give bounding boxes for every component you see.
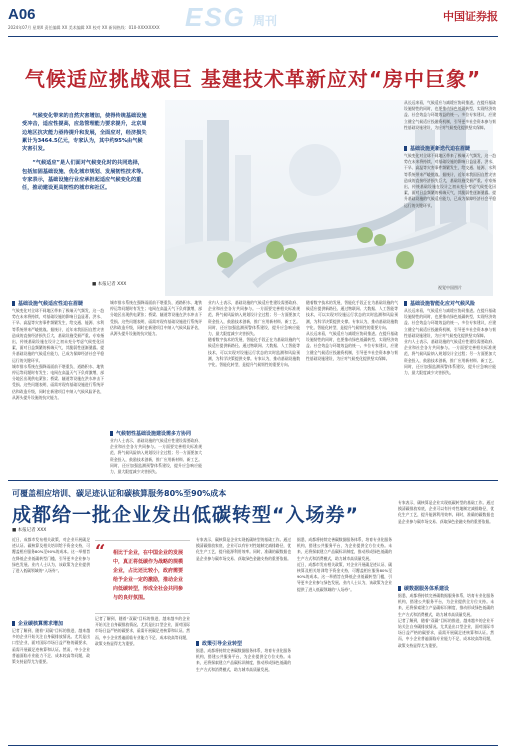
body-text: 气候变化对全球不同地区带来了极端天气频发，这一趋势在未来将持续，对基础设施的影响日益显著。洪水、干旱、高温等灾害事件频繁发生，给交通、能源、水利等系统带来严峻挑战。据统计，近年来我国因自然灾害造成的直接经济损失巨大，基础设施受损严重。专家指出，传统基础设施在设计之初未充分考虑气候变化因素，面对日益频繁的极端天气，其脆弱性逐渐暴露。提升基础设施的气候适应能力，已成为保障经济社会平稳运行的关键环节。 — [404, 153, 496, 208]
story2-column-1b — [12, 628, 90, 742]
section-subtitle: 周刊 — [253, 14, 278, 28]
story2-headline: 成都给一批企业发出低碳转型“入场券” — [12, 504, 359, 526]
body-text: 从长远来看，气候适应与减缓应协同推进。在提升基础设施韧性的同时，也要推动绿色低碳转型，实现经济效益、社会效益与环境效益的统一。多位专家建议，应建立健全气候适应投融资机制，引导更多社会资本参与韧性基础设施建设，为应对气候变化提供坚实保障。 — [306, 331, 398, 361]
story2-subhead-1: 企业碳核算需求增加 — [12, 620, 63, 627]
section-divider — [8, 480, 498, 481]
body-text: 城市排水系统在强降雨面前不堪重负，道路积水、地铁停运等问题时有发生；电网在高温天气下负荷激增，部分地区出现供电紧张；桥梁、隧道等设施在洪水冲击下受损。这些问题表明，亟需对现有基础设施进行系统评估和改造升级，同时在新建项目中纳入气候风险评估，从源头提升设施的抗灾能力。 — [110, 300, 202, 337]
story1-subhead-1: 基础设施气候适应性迫在眉睫 — [12, 300, 83, 307]
story1-column-5-top — [404, 100, 496, 140]
pull-quote-text: 相比于企业，在中国企业的发展中，真正将低碳作为战略的规模企业，占比还比较小，政府需要给予企业一定的激励，推动企业向低碳转型，形成全社会共同参与的良好氛围。 — [113, 550, 184, 601]
body-text: 业内人士表示，基础设施的气候适应性建设需要政府、企业和社会各方共同参与。一方面要完善相关标准规范，将气候风险纳入规划设计全过程；另一方面要加大资金投入，鼓励技术创新，推广应用新材料、新工艺。同时，还应加强监测预警体系建设，提升应急响应能力，最大限度减少灾害损失。 — [110, 438, 202, 475]
pull-quote — [95, 540, 190, 614]
body-text: 记者了解到，随着“双碳”目标的推进，越来越多的企业开始关注自身碳排放情况。尤其是出口型企业，面对国际市场日益严格的碳要求，亟需开展碳足迹核算和认证。然而，中小企业普遍面临专业能力不足、成本较高等问题，政策支持显得尤为重要。 — [95, 616, 190, 646]
body-text: 气候变化对全球不同地区带来了极端天气频发，这一趋势在未来将持续，对基础设施的影响日益显著。洪水、干旱、高温等灾害事件频繁发生，给交通、能源、水利等系统带来严峻挑战。据统计，近年来我国因自然灾害造成的直接经济损失巨大，基础设施受损严重。专家指出，传统基础设施在设计之初未充分考虑气候变化因素，面对日益频繁的极端天气，其脆弱性逐渐暴露。提升基础设施的气候适应能力，已成为保障经济社会平稳运行的关键环节。 — [12, 308, 104, 363]
story2-column-2 — [95, 616, 190, 742]
story1-subhead-4: 基础设施智能化应对气候风险 — [404, 300, 475, 307]
story1-subhead-3: 气候韧性基础设施建设需多方协同 — [110, 430, 191, 437]
body-text: 记者了解到，随着“双碳”目标的推进，越来越多的企业开始关注自身碳排放情况。尤其是出口型企业，面对国际市场日益严格的碳要求，亟需开展碳足迹核算和认证。然而，中小企业普遍面临专业能力不足、成本较高等问题，政策支持显得尤为重要。 — [398, 617, 494, 648]
story1-headline: 气候适应挑战艰巨 基建技术革新应对“房中巨象” — [24, 67, 482, 91]
body-text: 专家表示，碳核算是企业实现低碳转型的基础工作。通过摸清碳排放家底，企业可以有针对性地制定减排路径，优化生产工艺，提升能源利用效率。同时，准确的碳数据也是企业参与碳市场交易、获取绿色金融支持的重要依据。 — [398, 500, 494, 524]
body-text: 据悉，成都将持续完善碳数据服务体系，培育专业化服务机构，搭建公共服务平台，为企业提供全方位支持。未来，还将探索建立产品碳标识制度，推动形成绿色低碳的生产方式和消费模式，助力城市高质量发展。 — [398, 593, 494, 617]
story2-subhead-3: 碳数据服务体系建设 — [398, 585, 449, 592]
body-text: 据悉，成都将持续完善碳数据服务体系，培育专业化服务机构，搭建公共服务平台，为企业提供全方位支持。未来，还将探索建立产品碳标识制度，推动形成绿色低碳的生产方式和消费模式，助力城市高质量发展。 — [196, 648, 291, 672]
story2-column-5 — [398, 500, 494, 580]
body-text: 从长远来看，气候适应与减缓应协同推进。在提升基础设施韧性的同时，也要推动绿色低碳转型，实现经济效益、社会效益与环境效益的统一。多位专家建议，应建立健全气候适应投融资机制，引导更多社会资本参与韧性基础设施建设，为应对气候变化提供坚实保障。 — [404, 100, 496, 130]
body-text: 据悉，成都将持续完善碳数据服务体系，培育专业化服务机构，搭建公共服务平台，为企业提供全方位支持。未来，还将探索建立产品碳标识制度，推动形成绿色低碳的生产方式和消费模式，助力城市高质量发展。 — [297, 537, 392, 561]
story1-column-5 — [404, 153, 496, 273]
story1-byline: ■ 本报记者 XXX — [92, 282, 127, 287]
story1-lead — [22, 112, 147, 199]
story2-deck: 可覆盖相应培训、碳足迹认证和碳核算服务80%至90%成本 — [12, 489, 227, 498]
page-number: A06 — [8, 6, 36, 23]
story1-column-1 — [12, 308, 104, 478]
lead-paragraph: “气候适应”是人们面对气候变化时的共同选择，包括加固基础设施、优化城市规划、发展韧性技术等。专家表示，基础设施行业应承担起适应气候变化的重任，推动建设更具韧性的城市和社区。 — [22, 160, 147, 192]
body-text: 近日，成都市发布相关政策，对企业开展碳足迹认证、碳核算及相关培训给予资金支持，可覆盖相应服务80%至90%的成本。这一举措旨在降低企业低碳转型门槛，引导更多企业参与绿色发展。业内人士认为，该政策为企业提供了进入低碳领域的“入场券”。 — [12, 537, 90, 574]
newspaper-logo: 中国证券报 — [443, 10, 498, 23]
story1-subhead-2: 基础设施更新迭代迫在眉睫 — [404, 145, 470, 152]
body-text: 从长远来看，气候适应与减缓应协同推进。在提升基础设施韧性的同时，也要推动绿色低碳转型，实现经济效益、社会效益与环境效益的统一。多位专家建议，应建立健全气候适应投融资机制，引导更多社会资本参与韧性基础设施建设，为应对气候变化提供坚实保障。 — [404, 308, 496, 338]
header-rule — [8, 36, 498, 37]
page-header — [0, 0, 506, 36]
story1-column-2b — [110, 438, 202, 478]
story1-column-3 — [208, 300, 300, 478]
story2-byline: ■ 本报记者 XXX — [12, 528, 47, 533]
body-text: 业内人士表示，基础设施的气候适应性建设需要政府、企业和社会各方共同参与。一方面要完善相关标准规范，将气候风险纳入规划设计全过程；另一方面要加大资金投入，鼓励技术创新，推广应用新材料、新工艺。同时，还应加强监测预警体系建设，提升应急响应能力，最大限度减少灾害损失。 — [208, 300, 300, 337]
story2-column-5b — [398, 593, 494, 742]
story1-column-2 — [110, 300, 202, 425]
story1-column-4 — [306, 300, 398, 478]
story1-column-6 — [404, 308, 496, 478]
story2-column-3b — [196, 648, 291, 742]
lead-paragraph: 气候变化带来的自然灾害增加，使得传统基础设施受冲击，适应性提高，应急管理能力要求提升，北京周边地区抗灾能力亟待提升和发展，全面应对，经济损失累计为3464.5亿元，专家认为，其中约95%由气候灾害引发。 — [22, 113, 147, 153]
body-text: 城市排水系统在强降雨面前不堪重负，道路积水、地铁停运等问题时有发生；电网在高温天气下负荷激增，部分地区出现供电紧张；桥梁、隧道等设施在洪水冲击下受损。这些问题表明，亟需对现有基础设施进行系统评估和改造升级，同时在新建项目中纳入气候风险评估，从源头提升设施的抗灾能力。 — [12, 363, 104, 400]
body-text: 专家表示，碳核算是企业实现低碳转型的基础工作。通过摸清碳排放家底，企业可以有针对性地制定减排路径，优化生产工艺，提升能源利用效率。同时，准确的碳数据也是企业参与碳市场交易、获取绿色金融支持的重要依据。 — [196, 537, 291, 561]
body-text: 随着数字技术的发展，智能化手段正在为基础设施的气候适应提供新路径。通过物联网、大数据、人工智能等技术，可以实现对设施运行状态的实时监测和风险预测，为科学决策提供支撑。专家认为，推动基础设施数字化、智能化转型，是提升气候韧性的重要方向。 — [306, 300, 398, 330]
body-text: 业内人士表示，基础设施的气候适应性建设需要政府、企业和社会各方共同参与。一方面要完善相关标准规范，将气候风险纳入规划设计全过程；另一方面要加大资金投入，鼓励技术创新，推广应用新材料、新工艺。同时，还应加强监测预警体系建设，提升应急响应能力，最大限度减少灾害损失。 — [404, 339, 496, 376]
footer-rule — [8, 745, 498, 746]
quote-mark-icon: “ — [95, 541, 106, 562]
story2-column-4 — [297, 537, 392, 742]
header-meta: 2024年07月 星期X 责任编辑 XX 美术编辑 XX 校对 XX 新闻热线：010-XXXXXXXX — [8, 25, 160, 30]
body-text: 近日，成都市发布相关政策，对企业开展碳足迹认证、碳核算及相关培训给予资金支持，可覆盖相应服务80%至90%的成本。这一举措旨在降低企业低碳转型门槛，引导更多企业参与绿色发展。业内人士认为，该政策为企业提供了进入低碳领域的“入场券”。 — [297, 561, 392, 592]
story2-subhead-2: 政策引导企业转型 — [196, 640, 242, 647]
section-title: ESG — [185, 2, 246, 32]
body-text: 记者了解到，随着“双碳”目标的推进，越来越多的企业开始关注自身碳排放情况。尤其是出口型企业，面对国际市场日益严格的碳要求，亟需开展碳足迹核算和认证。然而，中小企业普遍面临专业能力不足、成本较高等问题，政策支持显得尤为重要。 — [12, 628, 90, 665]
body-text: 随着数字技术的发展，智能化手段正在为基础设施的气候适应提供新路径。通过物联网、大数据、人工智能等技术，可以实现对设施运行状态的实时监测和风险预测，为科学决策提供支撑。专家认为，推动基础设施数字化、智能化转型，是提升气候韧性的重要方向。 — [208, 337, 300, 368]
hero-caption: 视觉中国图片 — [438, 285, 462, 290]
